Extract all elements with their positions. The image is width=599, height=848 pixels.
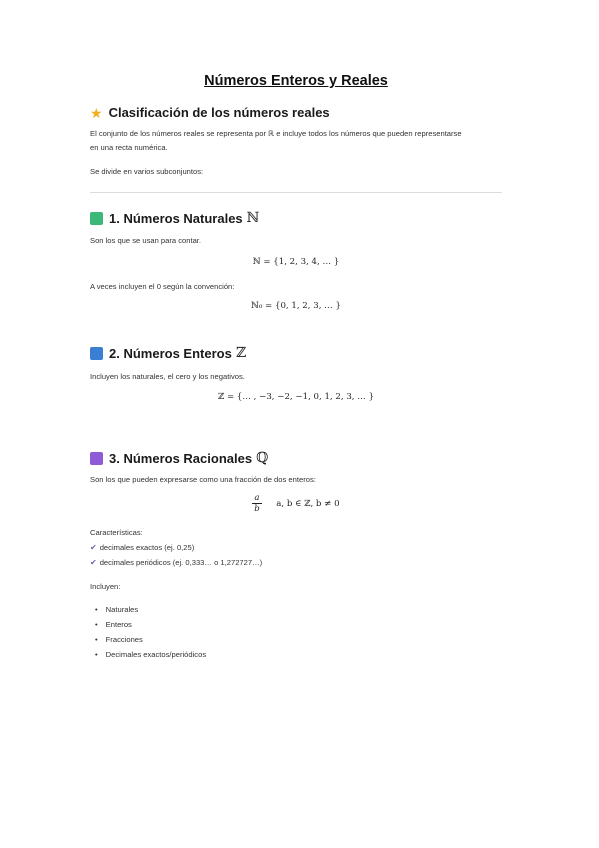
list-item: • Enteros — [95, 620, 132, 629]
purple-square-icon — [90, 452, 103, 465]
caracteristica-item — [90, 558, 262, 567]
fraction-numerator: a — [254, 493, 260, 503]
caracteristica-text: decimales exactos (ej. 0,25) — [99, 543, 195, 552]
fraction-condition: a, b ∈ ℤ, b ≠ 0 — [276, 499, 340, 509]
heading-naturales-text: 1. Números Naturales — [109, 210, 243, 226]
green-square-icon — [90, 212, 103, 225]
heading-enteros — [90, 345, 246, 361]
heading-clasificacion — [90, 105, 330, 120]
blue-square-icon — [90, 347, 103, 360]
fraction-a-b — [252, 493, 261, 514]
naturales-desc: Son los que se usan para contar. — [90, 236, 202, 245]
enteros-formula: ℤ = {… , −3, −2, −1, 0, 1, 2, 3, … } — [217, 392, 375, 402]
paragraph-subconjuntos: Se divide en varios subconjuntos: — [90, 167, 204, 176]
fraction-denominator: b — [254, 504, 260, 514]
racionales-symbol: ℚ — [256, 450, 269, 466]
heading-naturales — [90, 210, 259, 226]
heading-clasificacion-text: Clasificación de los números reales — [108, 105, 330, 120]
naturales-formula: ℕ = {1, 2, 3, 4, … } — [252, 257, 340, 267]
heading-racionales-text: 3. Números Racionales — [109, 450, 253, 466]
caracteristica-text: decimales periódicos (ej. 0,333… o 1,272727…) — [99, 558, 263, 567]
caracteristica-item — [90, 543, 194, 552]
list-item: • Decimales exactos/periódicos — [95, 650, 206, 659]
enteros-desc: Incluyen los naturales, el cero y los negativos. — [90, 372, 245, 381]
check-icon: ✔ — [90, 543, 97, 552]
list-item: • Fracciones — [95, 635, 143, 644]
caracteristicas-label: Características: — [90, 528, 143, 537]
page-title: Números Enteros y Reales — [204, 73, 388, 89]
check-icon: ✔ — [90, 558, 97, 567]
naturales-formula-cero: ℕ₀ = {0, 1, 2, 3, … } — [251, 301, 341, 311]
paragraph-reales: El conjunto de los números reales se representa por ℝ e incluye todos los números que pueden representarse en una recta numérica. — [90, 129, 462, 152]
heading-racionales — [90, 450, 268, 466]
naturales-note: A veces incluyen el 0 según la convención: — [90, 282, 235, 291]
racionales-formula — [90, 493, 502, 514]
list-item: • Naturales — [95, 605, 138, 614]
racionales-desc: Son los que pueden expresarse como una fracción de dos enteros: — [90, 475, 316, 484]
incluyen-label: Incluyen: — [90, 582, 121, 591]
naturales-symbol: ℕ — [246, 210, 260, 226]
heading-enteros-text: 2. Números Enteros — [109, 345, 232, 361]
star-icon: ★ — [90, 104, 103, 121]
enteros-symbol: ℤ — [235, 345, 247, 361]
divider — [90, 192, 502, 193]
